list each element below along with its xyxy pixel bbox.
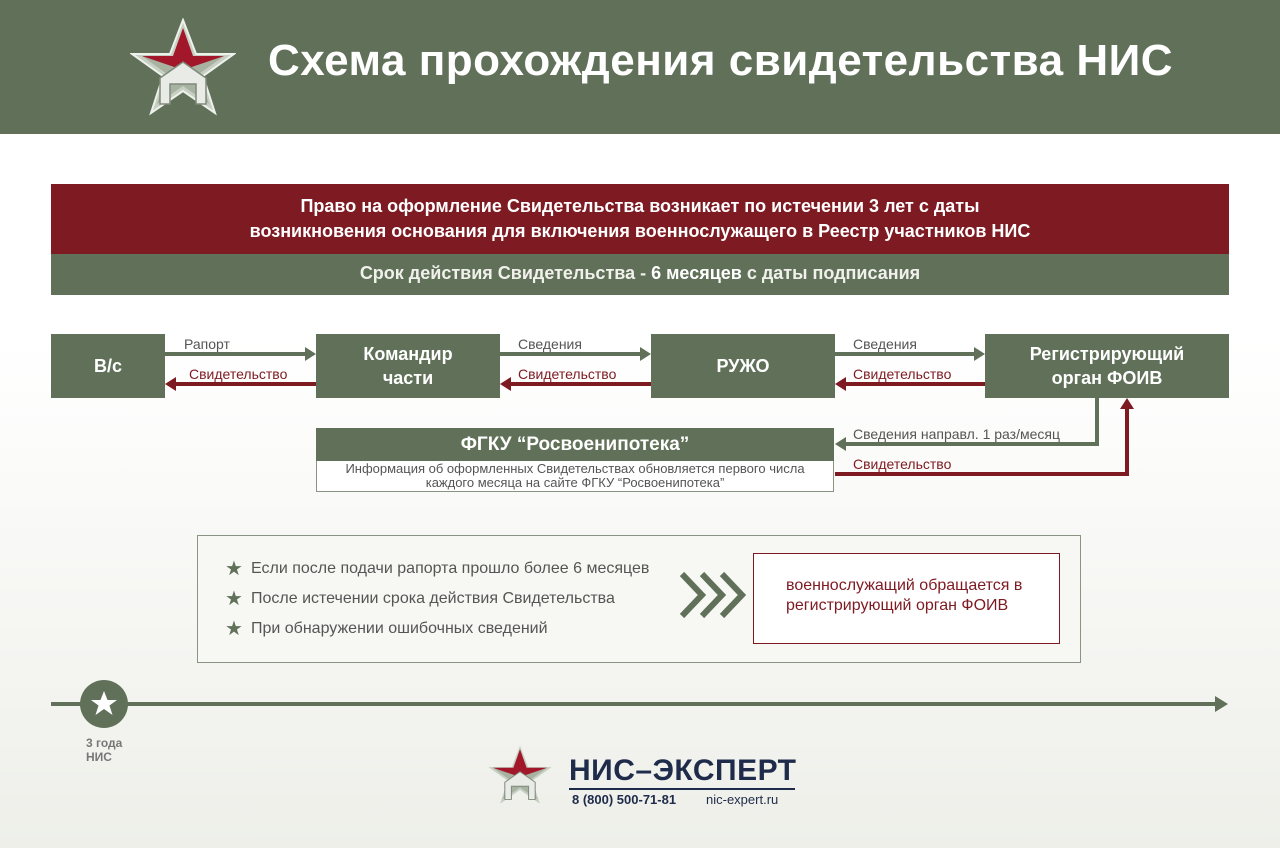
validity-suffix: с даты подписания xyxy=(741,263,921,283)
page-title: Схема прохождения свидетельства НИС xyxy=(268,36,1173,85)
condition-item xyxy=(225,586,615,611)
result-line1: военнослужащий обращается в xyxy=(786,577,1023,594)
box-registering-body xyxy=(985,334,1229,398)
box-registering-line2: орган ФОИВ xyxy=(1051,368,1163,388)
box-registering-line1: Регистрирующий xyxy=(1029,344,1185,364)
label-certificate-1: Свидетельство xyxy=(189,366,288,382)
chevron-right-icon xyxy=(676,570,748,620)
box-ruzho xyxy=(651,334,835,398)
footer-divider xyxy=(569,788,795,790)
result-line2: регистрирующий орган ФОИВ xyxy=(786,597,1009,614)
timeline-label-line2: НИС xyxy=(86,750,112,764)
result-box xyxy=(753,553,1060,644)
right-banner-line1: Право на оформление Свидетельства возникает по истечении 3 лет с даты xyxy=(300,196,980,216)
label-info-1: Сведения xyxy=(518,336,582,352)
condition-text: Если после подачи рапорта прошло более 6 месяцев xyxy=(251,559,650,577)
fgku-info-line1: Информация об оформленных Свидетельствах обновляется первого числа xyxy=(345,461,805,476)
label-certificate-fgku: Свидетельство xyxy=(853,456,952,472)
label-certificate-3: Свидетельство xyxy=(853,366,952,382)
fgku-title: ФГКУ “Росвоенипотека” xyxy=(316,428,834,461)
right-banner xyxy=(51,184,1229,254)
timeline-label xyxy=(86,736,122,764)
condition-item xyxy=(225,556,649,581)
arrow-right-icon xyxy=(1215,696,1228,712)
box-commander xyxy=(316,334,500,398)
label-info-2: Сведения xyxy=(853,336,917,352)
footer-brand: НИС–ЭКСПЕРТ xyxy=(569,754,797,787)
star-icon: ★ xyxy=(225,558,243,580)
timeline-label-line1: 3 года xyxy=(86,736,123,750)
star-logo-icon xyxy=(485,742,555,808)
star-icon: ★ xyxy=(225,618,243,640)
fgku-info xyxy=(316,461,834,492)
box-serviceman-label: В/с xyxy=(93,356,122,376)
validity-prefix: Срок действия Свидетельства - xyxy=(359,263,652,283)
box-commander-line2: части xyxy=(382,368,434,388)
box-serviceman xyxy=(51,334,165,398)
label-report: Рапорт xyxy=(184,336,230,352)
validity-strong: 6 месяцев xyxy=(651,263,742,283)
timeline xyxy=(0,670,1280,740)
footer-phone: 8 (800) 500-71-81 xyxy=(572,792,677,807)
fgku-info-line2: каждого месяца на сайте ФГКУ “Росвоенипотека” xyxy=(425,475,725,490)
arrow-to-fgku xyxy=(835,398,1097,451)
condition-item xyxy=(225,616,548,641)
condition-text: При обнаружении ошибочных сведений xyxy=(251,619,548,637)
condition-text: После истечении срока действия Свидетельства xyxy=(251,589,615,607)
star-logo-icon xyxy=(130,18,236,116)
star-icon: ★ xyxy=(225,588,243,610)
validity-banner xyxy=(51,254,1229,295)
footer-site-link[interactable]: nic-expert.ru xyxy=(706,792,779,807)
label-monthly-info: Сведения направл. 1 раз/месяц xyxy=(853,426,1060,442)
label-certificate-2: Свидетельство xyxy=(518,366,617,382)
right-banner-line2: возникновения основания для включения военнослужащего в Реестр участников НИС xyxy=(249,221,1031,241)
box-commander-line1: Командир xyxy=(363,344,453,364)
box-ruzho-label: РУЖО xyxy=(716,356,770,376)
